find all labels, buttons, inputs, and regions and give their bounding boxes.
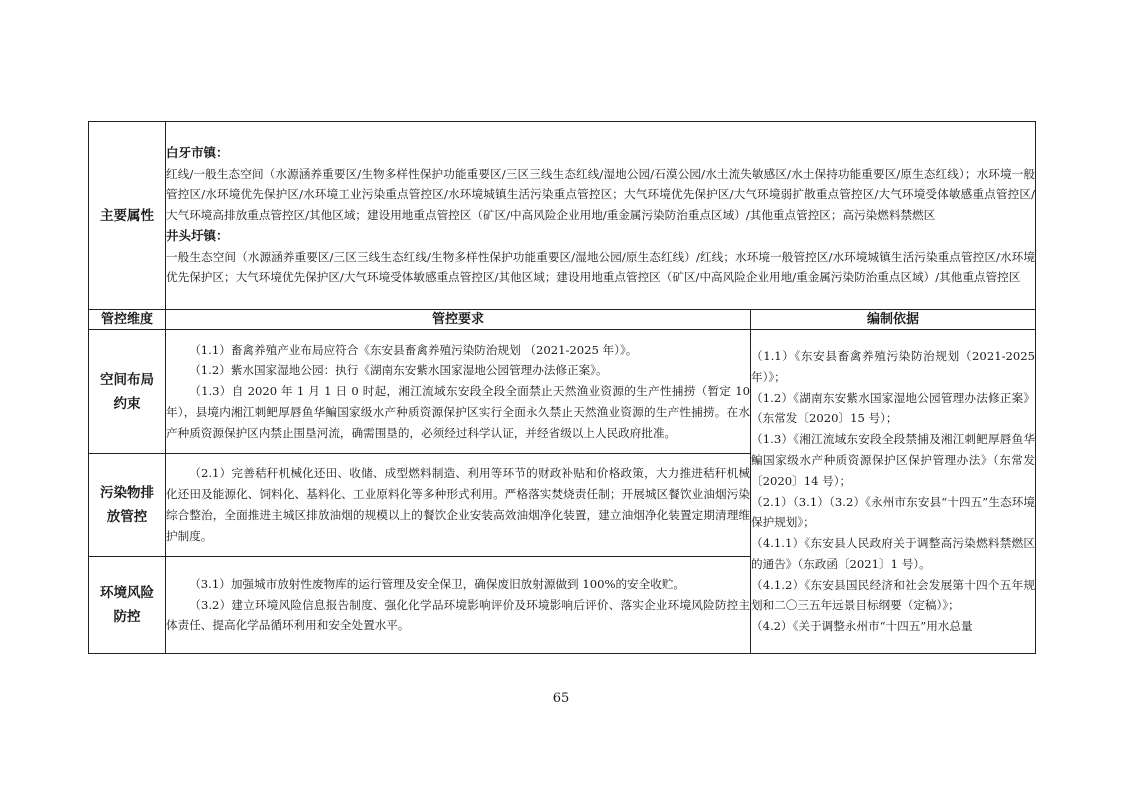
risk-item-3-1: （3.1）加强城市放射性废物库的运行管理及安全保卫，确保废旧放射源做到 100%的安全收贮。: [189, 576, 686, 591]
risk-item-3-2: （3.2）建立环境风险信息报告制度、强化化学品环境影响评价及环境影响后评价、落实企业环境风险防控主体责任、提高化学品循环利用和安全处置水平。: [166, 597, 750, 633]
basis-item-5: （4.1.1）《东安县人民政府关于调整高污染燃料禁燃区的通告》（东政函〔2021〕1 号）。: [751, 536, 1035, 571]
pollution-label-cell: [89, 454, 166, 557]
header-dimension: 管控维度: [89, 310, 166, 330]
spatial-row: [89, 330, 1036, 454]
pollution-item-2-1: （2.1）完善秸秆机械化还田、收储、成型燃料制造、利用等环节的财政补贴和价格政策，大力推进秸秆机械化还田及能源化、饲料化、基料化、工业原料化等多种形式利用。严格落实焚烧责任制；开展城区餐饮业油烟污染综合整治，全面推进主城区排放油烟的规模以上的餐饮企业安装高效油烟净化装置，建立油烟净化装置定期清理维护制度。: [166, 466, 750, 543]
spatial-item-1-2: （1.2）紫水国家湿地公园：执行《湖南东安紫水国家湿地公园管理办法修正案》。: [189, 363, 608, 378]
risk-label-line1: 环境风险: [100, 585, 154, 601]
town2-text: 一般生态空间（水源涵养重要区/三区三线生态红线/生物多样性保护功能重要区/湿地公园/原生态红线）/红线；水环境一般管控区/水环境城镇生活污染重点管控区/水环境优先保护区；大气环境优先保护区/大气环境受体敏感重点管控区/其他区域；建设用地重点管控区（矿区/中高风险企业用地/重金属污染防治重点区域）/其他重点管控区: [166, 249, 1035, 285]
page-number: 65: [552, 691, 570, 706]
attributes-row: [89, 122, 1036, 310]
basis-item-3: （1.3）《湘江流域东安段全段禁捕及湘江刺鲃厚唇鱼华鳊国家级水产种质资源保护区保护管理办法》（东常发〔2020〕14 号）；: [751, 432, 1035, 488]
town1-name: 白牙市镇：: [166, 144, 229, 160]
spatial-label-line2: 约束: [113, 395, 141, 412]
pollution-label-line2: 放管控: [106, 509, 148, 525]
risk-label-line2: 防控: [113, 609, 141, 625]
pollution-label-line1: 污染物排: [100, 485, 154, 501]
attributes-content-cell: [166, 122, 1036, 310]
policy-table: [88, 121, 1036, 654]
basis-item-7: （4.2）《关于调整永州市“十四五”用水总量: [751, 619, 973, 634]
basis-item-2: （1.2）《湖南东安紫水国家湿地公园管理办法修正案》（东常发〔2020〕15 号）；: [751, 390, 1035, 426]
basis-item-1: （1.1）《东安县畜禽养殖污染防治规划（2021-2025 年）》；: [751, 348, 1035, 384]
attributes-label: 主要属性: [100, 207, 154, 224]
spatial-item-1-3: （1.3）自 2020 年 1 月 1 日 0 时起，湘江流域东安段全段全面禁止天然渔业资源的生产性捕捞（暂定 10 年），县境内湘江刺鲃厚唇鱼华鳊国家级水产种质资源保护区实行全面永久禁止天然渔业资源的生产性捕捞。在水产种质资源保护区内禁止围垦河流，确需围垦的，必须经过科学认证，并经省级以上人民政府批准。: [166, 384, 750, 440]
spatial-label-cell: [89, 330, 166, 454]
attributes-label-cell: [89, 122, 166, 310]
spatial-label-line1: 空间布局: [100, 371, 154, 388]
risk-requirements-cell: [166, 557, 751, 654]
header-requirements: 管控要求: [166, 310, 751, 330]
header-row: [89, 310, 1036, 330]
pollution-requirements-cell: [166, 454, 751, 557]
risk-label-cell: [89, 557, 166, 654]
town1-text: 红线/一般生态空间（水源涵养重要区/生物多样性保护功能重要区/三区三线生态红线/湿地公园/石漠公园/水土流失敏感区/水土保持功能重要区/原生态红线）；水环境一般管控区/水环境优先保护区/水环境工业污染重点管控区/水环境城镇生活污染重点管控区；大气环境优先保护区/大气环境弱扩散重点管控区/大气环境受体敏感重点管控区/大气环境高排放重点管控区/其他区域；建设用地重点管控区（矿区/中高风险企业用地/重金属污染防治重点区域）/其他重点管控区；高污染燃料禁燃区: [166, 166, 1035, 223]
basis-item-4: （2.1）（3.1）（3.2）《永州市东安县“十四五”生态环境保护规划》；: [751, 494, 1035, 530]
town2-name: 井头圩镇：: [166, 227, 229, 243]
basis-item-6: （4.1.2）《东安县国民经济和社会发展第十四个五年规划和二〇三五年远景目标纲要（定稿）》；: [751, 577, 1035, 613]
spatial-requirements-cell: [166, 330, 751, 454]
basis-cell: [751, 330, 1036, 654]
header-basis: 编制依据: [751, 310, 1036, 330]
spatial-item-1-1: （1.1）畜禽养殖产业布局应符合《东安县畜禽养殖污染防治规划 （2021-2025 年）》。: [189, 342, 638, 357]
